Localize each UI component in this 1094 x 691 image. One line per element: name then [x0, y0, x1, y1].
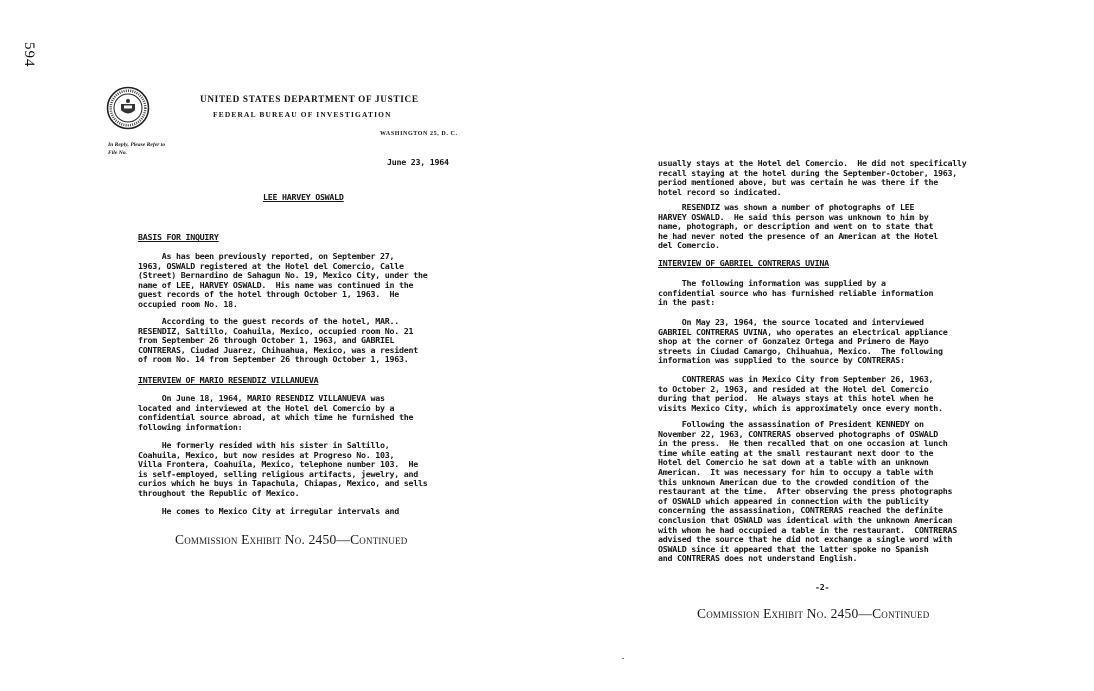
- reply-note-line-1: In Reply, Please Refer to: [108, 142, 166, 148]
- reply-note-line-2: File No.: [108, 150, 127, 156]
- left-paragraph-5: He comes to Mexico City at irregular intervals and: [138, 506, 399, 516]
- left-paragraph-4: He formerly resided with his sister in Saltillo, Coahuila, Mexico, but now resides at Progreso No. 103, Villa Frontera, Coahuila, Mexico, telephone number 103. He is self-employed, selling religious artifacts, jewelry, and curios which he buys in Tapachula, Chiapas, Mexico, and sells throughout the Republic of Mexico.: [138, 440, 428, 498]
- section-heading-contreras: INTERVIEW OF GABRIEL CONTRERAS UVINA: [658, 258, 829, 268]
- letterhead-location: WASHINGTON 25, D. C.: [380, 131, 458, 137]
- subject-title: LEE HARVEY OSWALD: [263, 192, 344, 202]
- page-marker: -2-: [815, 582, 830, 592]
- section-heading-basis: BASIS FOR INQUIRY: [138, 232, 219, 242]
- left-paragraph-2: According to the guest records of the hotel, MAR.. RESENDIZ, Saltillo, Coahuila, Mexico, occupied room No. 21 from September 26 through October 1, 1963, and GABRIEL CONTRERAS, Ciudad Juarez, Chihuahua, Mexico, was a resident of room No. 14 from September 26 through October 1, 1963.: [138, 316, 418, 365]
- left-exhibit-caption: Commission Exhibit No. 2450—Continued: [175, 532, 408, 547]
- right-paragraph-2: RESENDIZ was shown a number of photographs of LEE HARVEY OSWALD. He said this person was unknown to him by name, photograph, or description and went on to state that he had never noted the presence of an American at the Hotel del Comercio.: [658, 202, 938, 251]
- right-paragraph-4: On May 23, 1964, the source located and interviewed GABRIEL CONTRERAS UVINA, who operates an electrical appliance shop at the corner of Gonzalez Ortega and Primero de Mayo streets in Ciudad Camargo, Chihuahua, Mexico. The following information was supplied to the source by CONTRERAS:: [658, 317, 948, 366]
- right-paragraph-3: The following information was supplied by a confidential source who has furnished reliable information in the past:: [658, 278, 934, 308]
- reply-reference-note: [108, 141, 165, 157]
- letterhead-department: UNITED STATES DEPARTMENT OF JUSTICE: [200, 94, 419, 104]
- page-number: 594: [21, 42, 37, 68]
- right-paragraph-6: Following the assassination of President KENNEDY on November 22, 1963, CONTRERAS observed photographs of OSWALD in the press. He then recalled that on one occasion at lunch time while eating at the small restaurant next door to the Hotel del Comercio he sat down at a table with an unknown American. It was necessary for him to occupy a table with this unknown American due to the crowded condition of the restaurant at the time. After observing the press photographs of OSWALD which appeared in connection with the publicity concerning the assassination, CONTRERAS reached the definite conclusion that OSWALD was identical with the unknown American with whom he had occupied a table in the restaurant. CONTRERAS advised the source that he did not exchange a single word with OSWALD since it appeared that the latter spoke no Spanish and CONTRERAS does not understand English.: [658, 419, 957, 564]
- fbi-seal-icon: [106, 86, 150, 130]
- letterhead-bureau: FEDERAL BUREAU OF INVESTIGATION: [213, 110, 392, 119]
- right-paragraph-5: CONTRERAS was in Mexico City from September 26, 1963, to October 2, 1963, and resided at the Hotel del Comercio during that period. He always stays at this hotel when he visits Mexico City, which is approximately once every month.: [658, 374, 943, 413]
- left-paragraph-1: As has been previously reported, on September 27, 1963, OSWALD registered at the Hotel del Comercio, Calle (Street) Bernardino de Sahagun No. 19, Mexico City, under the name of LEE, HARVEY OSWALD. His name was continued in the guest records of the hotel through October 1, 1963. He occupied room No. 18.: [138, 251, 428, 309]
- right-exhibit-caption: Commission Exhibit No. 2450—Continued: [697, 606, 930, 621]
- section-heading-resendiz: INTERVIEW OF MARIO RESENDIZ VILLANUEVA: [138, 375, 319, 385]
- left-paragraph-3: On June 18, 1964, MARIO RESENDIZ VILLANUEVA was located and interviewed at the Hotel del Comercio by a confidential source abroad, at which time he furnished the following information:: [138, 393, 414, 432]
- scan-speck: [622, 658, 624, 659]
- document-date: June 23, 1964: [387, 157, 449, 167]
- right-paragraph-1: usually stays at the Hotel del Comercio. He did not specifically recall staying at the hotel during the September-October, 1963, period mentioned above, but was certain he was there if the hotel record so indicated.: [658, 158, 967, 197]
